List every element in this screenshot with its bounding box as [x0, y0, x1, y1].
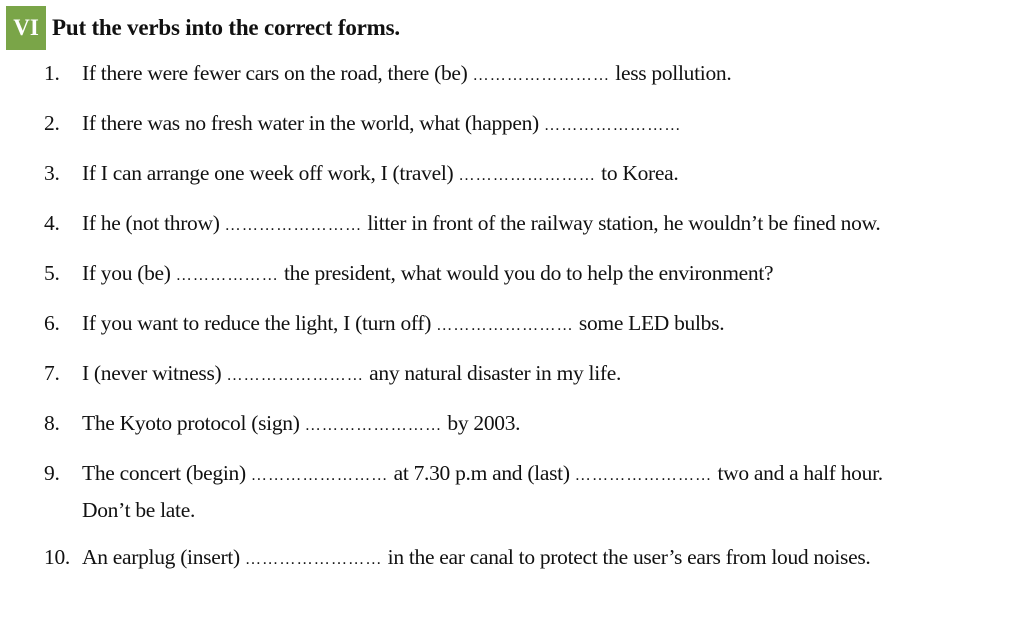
question-item	[44, 306, 924, 343]
section-badge: VI	[6, 6, 46, 50]
question-number: 1.	[44, 61, 60, 85]
question-item	[44, 406, 924, 443]
question-number: 7.	[44, 361, 60, 385]
answer-blank[interactable]: ……………………	[458, 167, 597, 184]
question-number: 6.	[44, 311, 60, 335]
question-item	[44, 356, 924, 393]
question-text: to Korea.	[601, 161, 679, 185]
question-text: The Kyoto protocol (sign)	[82, 411, 300, 435]
question-text: any natural disaster in my life.	[369, 361, 622, 385]
question-number: 9.	[44, 461, 60, 485]
question-number: 8.	[44, 411, 60, 435]
question-number: 10.	[44, 545, 70, 569]
question-text: by 2003.	[447, 411, 521, 435]
question-item	[44, 156, 924, 193]
question-number: 4.	[44, 211, 60, 235]
question-text: at 7.30 p.m and (last)	[393, 461, 570, 485]
question-text: An earplug (insert)	[82, 545, 240, 569]
question-text: the president, what would you do to help the environment?	[284, 261, 774, 285]
question-number: 5.	[44, 261, 60, 285]
question-item	[44, 540, 924, 577]
question-text: in the ear canal to protect the user’s ears from loud noises.	[387, 545, 871, 569]
answer-blank[interactable]: ………………	[175, 267, 279, 284]
question-item	[44, 56, 924, 93]
question-item	[44, 456, 924, 527]
question-number: 3.	[44, 161, 60, 185]
question-text: If there was no fresh water in the world, what (happen)	[82, 111, 539, 135]
question-item	[44, 106, 924, 143]
question-list	[44, 56, 924, 590]
answer-blank[interactable]: ……………………	[226, 367, 365, 384]
question-text: If I can arrange one week off work, I (travel)	[82, 161, 454, 185]
question-item	[44, 206, 924, 243]
question-text: The concert (begin)	[82, 461, 246, 485]
answer-blank[interactable]: ……………………	[304, 417, 443, 434]
question-number: 2.	[44, 111, 60, 135]
question-text: If he (not throw)	[82, 211, 220, 235]
answer-blank[interactable]: ……………………	[250, 467, 389, 484]
answer-blank[interactable]: ……………………	[436, 317, 574, 334]
question-text: I (never witness)	[82, 361, 222, 385]
exercise-header	[6, 6, 400, 50]
answer-blank[interactable]: ……………………	[544, 117, 682, 134]
question-text: If you want to reduce the light, I (turn off)	[82, 311, 432, 335]
answer-blank[interactable]: ……………………	[244, 551, 383, 568]
question-text: less pollution.	[615, 61, 732, 85]
question-item	[44, 256, 924, 293]
question-text: If there were fewer cars on the road, there (be)	[82, 61, 468, 85]
question-text: If you (be)	[82, 261, 171, 285]
question-text: litter in front of the railway station, he wouldn’t be fined now.	[367, 211, 881, 235]
answer-blank[interactable]: ……………………	[224, 217, 363, 234]
answer-blank[interactable]: ……………………	[472, 67, 611, 84]
answer-blank[interactable]: ……………………	[574, 467, 713, 484]
exercise-title: Put the verbs into the correct forms.	[52, 15, 400, 40]
question-text: some LED bulbs.	[578, 311, 725, 335]
question-text: two and a half hour. Don’t be late.	[82, 461, 883, 522]
